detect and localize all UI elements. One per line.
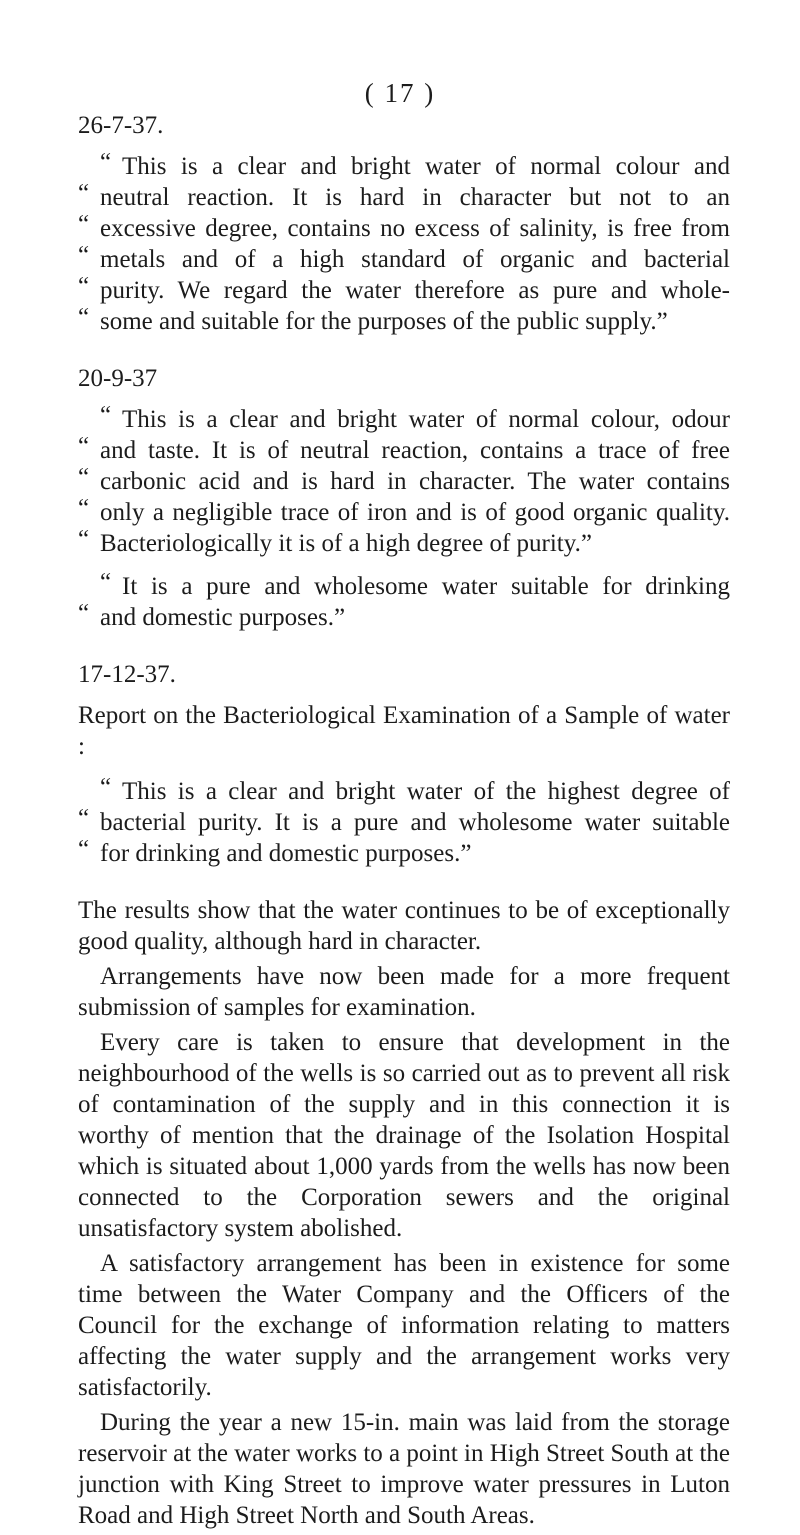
quote-line: “ carbonic acid and is hard in character. The water contains xyxy=(78,466,730,497)
entry-date: 17-12-37. xyxy=(78,661,176,688)
analysis-quote xyxy=(78,404,730,559)
body-paragraph: During the year a new 15-in. main was laid from the storage reservoir at the water works to a point in High Street South at the junction with King Street to improve water pressures in Luton Road and High Street North and South Areas. xyxy=(78,1409,730,1529)
analysis-quote xyxy=(78,151,730,337)
quote-line: “ This is a clear and bright water of the highest degree of xyxy=(78,776,730,807)
quote-line: “ for drinking and domestic purposes.” xyxy=(78,838,730,869)
quote-line: “ metals and of a high standard of organic and bacterial xyxy=(78,244,730,275)
entry-date: 20-9-37 xyxy=(78,365,158,392)
body-paragraph: A satisfactory arrangement has been in existence for some time between the Water Company and the Officers of the Council for the exchange of information relating to matters affecting the water supply and the arrangement works very satisfactorily. xyxy=(78,1250,730,1401)
report-intro: Report on the Bacteriological Examination of a Sample of water : xyxy=(78,702,730,760)
quote-line: “ This is a clear and bright water of normal colour, odour xyxy=(78,404,730,435)
analysis-quote-conclusion xyxy=(78,571,730,633)
quote-line: “ excessive degree, contains no excess of salinity, is free from xyxy=(78,213,730,244)
quote-line: “ purity. We regard the water therefore as pure and whole- xyxy=(78,275,730,306)
quote-line: “ Bacteriologically it is of a high degree of purity.” xyxy=(78,528,730,559)
quote-line: “ This is a clear and bright water of normal colour and xyxy=(78,151,730,182)
body-paragraph: The results show that the water continues to be of exceptionally good quality, although hard in character. xyxy=(78,897,730,955)
entry-date: 26-7-37. xyxy=(78,112,164,139)
analysis-quote xyxy=(78,776,730,869)
body-paragraph: Arrangements have now been made for a more frequent submission of samples for examination. xyxy=(78,963,730,1021)
quote-line: “ only a negligible trace of iron and is of good organic quality. xyxy=(78,497,730,528)
document-body xyxy=(78,110,730,1535)
quote-line: “ bacterial purity. It is a pure and wholesome water suitable xyxy=(78,807,730,838)
quote-line: “ and taste. It is of neutral reaction, contains a trace of free xyxy=(78,435,730,466)
body-paragraph: Every care is taken to ensure that development in the neighbourhood of the wells is so carried out as to prevent all risk of contamination of the supply and in this connection it is worthy of mention that the drainage of the Isolation Hospital which is situated about 1,000 yards from the wells has now been connected to the Corporation sewers and the original unsatisfactory system abolished. xyxy=(78,1029,730,1242)
quote-line: “ neutral reaction. It is hard in character but not to an xyxy=(78,182,730,213)
quote-line: “ some and suitable for the purposes of the public supply.” xyxy=(78,306,730,337)
quote-line: “ It is a pure and wholesome water suitable for drinking xyxy=(78,571,730,602)
page-number: ( 17 ) xyxy=(364,78,436,108)
quote-line: “ and domestic purposes.” xyxy=(78,602,730,633)
